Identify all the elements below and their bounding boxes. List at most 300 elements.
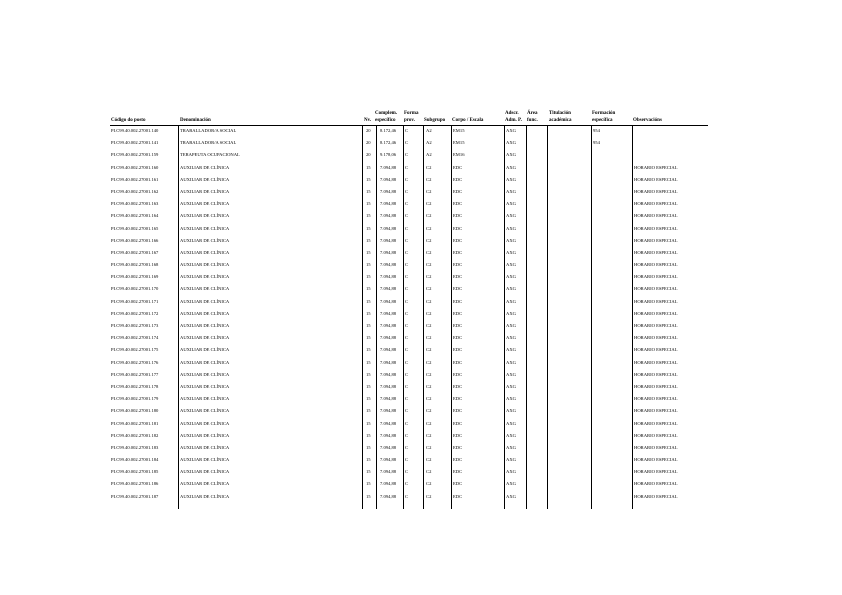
cell-subgrupo: C2 xyxy=(426,176,432,182)
cell-subgrupo: C2 xyxy=(426,408,432,414)
table-row xyxy=(0,320,842,332)
cell-denominacion: AUXILIAR DE CLÍNICA xyxy=(180,188,230,194)
cell-denominacion: AUXILIAR DE CLÍNICA xyxy=(180,323,230,328)
table-row xyxy=(0,149,842,161)
cell-subgrupo: C2 xyxy=(426,249,432,255)
cell-nivel: 20 xyxy=(366,128,371,133)
cell-subgrupo: C2 xyxy=(426,323,432,328)
table-row xyxy=(0,332,842,344)
cell-observacions: HORARIO ESPECIAL xyxy=(634,201,678,207)
cell-subgrupo: C2 xyxy=(426,371,432,377)
cell-forma: C xyxy=(405,383,409,389)
cell-forma: C xyxy=(405,225,409,231)
cell-denominacion: AUXILIAR DE CLÍNICA xyxy=(180,310,230,316)
cell-complemento: 7.094,88 xyxy=(380,481,397,487)
cell-codigo: PI.C99.40.002.27001.171 xyxy=(111,298,159,304)
cell-denominacion: AUXILIAR DE CLÍNICA xyxy=(180,469,230,475)
table-row xyxy=(0,381,842,393)
cell-subgrupo: C2 xyxy=(426,383,432,389)
header-formacion-line1: Formación xyxy=(592,111,616,116)
cell-corpo: EDC xyxy=(453,481,463,487)
cell-corpo: EDC xyxy=(453,457,463,463)
header-complemento-line1: Complem. xyxy=(375,111,398,116)
cell-codigo: PI.C99.40.002.27001.179 xyxy=(111,396,159,402)
header-codigo: Código do posto xyxy=(111,118,146,123)
cell-observacions: HORARIO ESPECIAL xyxy=(634,188,678,194)
cell-adscripcion: AXG xyxy=(506,176,516,182)
cell-adscripcion: AXG xyxy=(506,371,516,377)
cell-subgrupo: C2 xyxy=(426,335,432,341)
cell-observacions: HORARIO ESPECIAL xyxy=(634,298,678,304)
cell-subgrupo: A2 xyxy=(426,128,432,133)
cell-corpo: EDC xyxy=(453,176,463,182)
cell-adscripcion: AXG xyxy=(506,225,516,231)
cell-codigo: PI.C99.40.002.27001.160 xyxy=(111,164,159,170)
cell-complemento: 7.094,88 xyxy=(380,444,397,450)
cell-observacions: HORARIO ESPECIAL xyxy=(634,286,678,292)
cell-adscripcion: AXG xyxy=(506,249,516,255)
cell-nivel: 15 xyxy=(366,408,371,414)
cell-forma: C xyxy=(405,396,409,402)
cell-denominacion: AUXILIAR DE CLÍNICA xyxy=(180,432,230,438)
cell-subgrupo: C2 xyxy=(426,286,432,292)
cell-adscripcion: AXG xyxy=(506,457,516,463)
cell-forma: C xyxy=(405,298,409,304)
cell-forma: C xyxy=(405,457,409,463)
cell-corpo: EDC xyxy=(453,286,463,292)
cell-subgrupo: C2 xyxy=(426,274,432,280)
cell-corpo: EDC xyxy=(453,298,463,304)
table-row xyxy=(0,198,842,210)
cell-codigo: PI.C99.40.002.27001.177 xyxy=(111,371,159,377)
cell-observacions: HORARIO ESPECIAL xyxy=(634,274,678,280)
cell-complemento: 7.094,88 xyxy=(380,298,397,304)
cell-corpo: EDC xyxy=(453,396,463,402)
table-row xyxy=(0,283,842,295)
cell-forma: C xyxy=(405,213,409,219)
cell-codigo: PI.C99.40.002.27001.175 xyxy=(111,347,159,353)
cell-denominacion: AUXILIAR DE CLÍNICA xyxy=(180,396,230,402)
cell-denominacion: TRABALLADOR/A SOCIAL xyxy=(180,128,237,133)
table-row xyxy=(0,369,842,381)
table-row xyxy=(0,393,842,405)
table-row xyxy=(0,308,842,320)
cell-complemento: 8.172,46 xyxy=(380,128,397,133)
cell-subgrupo: C2 xyxy=(426,188,432,194)
header-observacions: Observacións xyxy=(633,118,662,123)
cell-subgrupo: C2 xyxy=(426,469,432,475)
table-row xyxy=(0,137,842,149)
cell-adscripcion: AXG xyxy=(506,286,516,292)
cell-denominacion: AUXILIAR DE CLÍNICA xyxy=(180,213,230,219)
cell-corpo: EDC xyxy=(453,188,463,194)
cell-codigo: PI.C99.40.002.27001.178 xyxy=(111,383,159,389)
table-row xyxy=(0,357,842,369)
cell-corpo: EDC xyxy=(453,249,463,255)
table-row xyxy=(0,271,842,283)
cell-corpo: EDC xyxy=(453,444,463,450)
cell-complemento: 7.094,88 xyxy=(380,396,397,402)
cell-complemento: 8.172,46 xyxy=(380,140,397,146)
cell-forma: C xyxy=(405,347,409,353)
cell-forma: C xyxy=(405,152,409,158)
cell-denominacion: AUXILIAR DE CLÍNICA xyxy=(180,359,230,365)
cell-adscripcion: AXG xyxy=(506,274,516,280)
cell-nivel: 15 xyxy=(366,286,371,292)
cell-codigo: PI.C99.40.002.27001.180 xyxy=(111,408,159,414)
cell-nivel: 15 xyxy=(366,201,371,207)
cell-nivel: 15 xyxy=(366,457,371,463)
cell-corpo: EDC xyxy=(453,310,463,316)
cell-denominacion: AUXILIAR DE CLÍNICA xyxy=(180,274,230,280)
cell-forma: C xyxy=(405,176,409,182)
cell-formacion: 954 xyxy=(593,128,600,133)
table-row xyxy=(0,442,842,454)
header-nivel: Nv. xyxy=(364,118,372,123)
cell-subgrupo: C2 xyxy=(426,237,432,243)
cell-complemento: 7.094,88 xyxy=(380,323,397,328)
cell-subgrupo: C2 xyxy=(426,444,432,450)
cell-complemento: 7.094,88 xyxy=(380,237,397,243)
table-row xyxy=(0,125,842,137)
cell-denominacion: AUXILIAR DE CLÍNICA xyxy=(180,335,230,341)
cell-adscripcion: AXG xyxy=(506,262,516,268)
cell-codigo: PI.C99.40.002.27001.168 xyxy=(111,262,159,268)
header-adscripcion-line2: Adm. P. xyxy=(505,118,522,123)
cell-adscripcion: AXG xyxy=(506,359,516,365)
cell-corpo: EDC xyxy=(453,420,463,426)
cell-adscripcion: AXG xyxy=(506,432,516,438)
cell-denominacion: AUXILIAR DE CLÍNICA xyxy=(180,481,230,487)
cell-codigo: PI.C99.40.002.27001.170 xyxy=(111,286,159,292)
cell-subgrupo: C2 xyxy=(426,164,432,170)
cell-codigo: PI.C99.40.002.27001.140 xyxy=(111,128,159,133)
cell-nivel: 15 xyxy=(366,274,371,280)
cell-subgrupo: C2 xyxy=(426,457,432,463)
cell-complemento: 7.094,88 xyxy=(380,213,397,219)
cell-subgrupo: C2 xyxy=(426,420,432,426)
cell-observacions: HORARIO ESPECIAL xyxy=(634,444,678,450)
cell-nivel: 15 xyxy=(366,262,371,268)
cell-forma: C xyxy=(405,164,409,170)
header-forma-line1: Forma xyxy=(404,111,419,116)
cell-forma: C xyxy=(405,335,409,341)
cell-subgrupo: C2 xyxy=(426,298,432,304)
cell-subgrupo: C2 xyxy=(426,310,432,316)
cell-complemento: 7.094,88 xyxy=(380,335,397,341)
cell-denominacion: TERAPEUTA OCUPACIONAL xyxy=(180,152,240,158)
table-row xyxy=(0,454,842,466)
cell-codigo: PI.C99.40.002.27001.184 xyxy=(111,457,159,463)
cell-nivel: 15 xyxy=(366,383,371,389)
cell-adscripcion: AXG xyxy=(506,444,516,450)
header-area-line2: func. xyxy=(527,118,538,123)
cell-codigo: PI.C99.40.002.27001.169 xyxy=(111,274,159,280)
cell-denominacion: AUXILIAR DE CLÍNICA xyxy=(180,457,230,463)
cell-corpo: EM15 xyxy=(453,140,465,146)
cell-corpo: EDC xyxy=(453,493,463,499)
cell-codigo: PI.C99.40.002.27001.174 xyxy=(111,335,159,341)
cell-denominacion: AUXILIAR DE CLÍNICA xyxy=(180,262,230,268)
cell-denominacion: AUXILIAR DE CLÍNICA xyxy=(180,225,230,231)
cell-corpo: EM15 xyxy=(453,128,465,133)
cell-forma: C xyxy=(405,469,409,475)
cell-forma: C xyxy=(405,481,409,487)
cell-forma: C xyxy=(405,444,409,450)
cell-subgrupo: C2 xyxy=(426,359,432,365)
cell-nivel: 15 xyxy=(366,310,371,316)
cell-adscripcion: AXG xyxy=(506,335,516,341)
cell-corpo: EDC xyxy=(453,201,463,207)
cell-adscripcion: AXG xyxy=(506,237,516,243)
cell-denominacion: AUXILIAR DE CLÍNICA xyxy=(180,383,230,389)
cell-forma: C xyxy=(405,140,409,146)
cell-subgrupo: C2 xyxy=(426,225,432,231)
cell-forma: C xyxy=(405,262,409,268)
cell-adscripcion: AXG xyxy=(506,481,516,487)
cell-observacions: HORARIO ESPECIAL xyxy=(634,396,678,402)
cell-adscripcion: AXG xyxy=(506,128,516,133)
cell-nivel: 15 xyxy=(366,481,371,487)
cell-nivel: 15 xyxy=(366,359,371,365)
cell-observacions: HORARIO ESPECIAL xyxy=(634,371,678,377)
cell-nivel: 15 xyxy=(366,347,371,353)
header-formacion-line2: específica xyxy=(592,118,613,123)
cell-complemento: 7.094,88 xyxy=(380,274,397,280)
cell-observacions: HORARIO ESPECIAL xyxy=(634,213,678,219)
cell-codigo: PI.C99.40.002.27001.187 xyxy=(111,493,159,499)
cell-corpo: EDC xyxy=(453,432,463,438)
cell-complemento: 7.094,88 xyxy=(380,249,397,255)
cell-nivel: 15 xyxy=(366,176,371,182)
cell-complemento: 7.094,88 xyxy=(380,383,397,389)
cell-adscripcion: AXG xyxy=(506,213,516,219)
cell-forma: C xyxy=(405,128,409,133)
cell-forma: C xyxy=(405,408,409,414)
cell-corpo: EDC xyxy=(453,347,463,353)
cell-subgrupo: C2 xyxy=(426,213,432,219)
cell-nivel: 15 xyxy=(366,493,371,499)
cell-complemento: 7.094,88 xyxy=(380,371,397,377)
cell-denominacion: TRABALLADOR/A SOCIAL xyxy=(180,140,237,146)
cell-observacions: HORARIO ESPECIAL xyxy=(634,469,678,475)
cell-denominacion: AUXILIAR DE CLÍNICA xyxy=(180,249,230,255)
cell-corpo: EDC xyxy=(453,274,463,280)
header-denominacion: Denominación xyxy=(180,118,211,123)
cell-adscripcion: AXG xyxy=(506,310,516,316)
table-row xyxy=(0,186,842,198)
cell-corpo: EDC xyxy=(453,213,463,219)
cell-observacions: HORARIO ESPECIAL xyxy=(634,164,678,170)
cell-denominacion: AUXILIAR DE CLÍNICA xyxy=(180,237,230,243)
cell-nivel: 15 xyxy=(366,469,371,475)
cell-nivel: 15 xyxy=(366,237,371,243)
cell-codigo: PI.C99.40.002.27001.163 xyxy=(111,201,159,207)
cell-adscripcion: AXG xyxy=(506,298,516,304)
cell-denominacion: AUXILIAR DE CLÍNICA xyxy=(180,201,230,207)
cell-observacions: HORARIO ESPECIAL xyxy=(634,176,678,182)
cell-adscripcion: AXG xyxy=(506,140,516,146)
cell-adscripcion: AXG xyxy=(506,152,516,158)
cell-observacions: HORARIO ESPECIAL xyxy=(634,347,678,353)
cell-complemento: 7.094,88 xyxy=(380,408,397,414)
cell-codigo: PI.C99.40.002.27001.141 xyxy=(111,140,159,146)
cell-nivel: 15 xyxy=(366,371,371,377)
cell-complemento: 7.094,88 xyxy=(380,420,397,426)
cell-complemento: 7.094,88 xyxy=(380,262,397,268)
cell-subgrupo: C2 xyxy=(426,493,432,499)
cell-corpo: EDC xyxy=(453,335,463,341)
cell-codigo: PI.C99.40.002.27001.164 xyxy=(111,213,159,219)
cell-observacions: HORARIO ESPECIAL xyxy=(634,481,678,487)
header-complemento-line2: específico xyxy=(375,118,396,123)
cell-codigo: PI.C99.40.002.27001.165 xyxy=(111,225,159,231)
cell-nivel: 15 xyxy=(366,444,371,450)
cell-observacions: HORARIO ESPECIAL xyxy=(634,383,678,389)
cell-subgrupo: C2 xyxy=(426,396,432,402)
cell-formacion: 954 xyxy=(593,140,600,146)
cell-forma: C xyxy=(405,237,409,243)
cell-nivel: 15 xyxy=(366,432,371,438)
cell-nivel: 15 xyxy=(366,225,371,231)
cell-denominacion: AUXILIAR DE CLÍNICA xyxy=(180,371,230,377)
cell-denominacion: AUXILIAR DE CLÍNICA xyxy=(180,408,230,414)
cell-forma: C xyxy=(405,310,409,316)
cell-corpo: EDC xyxy=(453,371,463,377)
table-row xyxy=(0,466,842,478)
cell-denominacion: AUXILIAR DE CLÍNICA xyxy=(180,164,230,170)
table-row xyxy=(0,478,842,490)
cell-adscripcion: AXG xyxy=(506,469,516,475)
table-row xyxy=(0,344,842,356)
cell-adscripcion: AXG xyxy=(506,347,516,353)
table-row xyxy=(0,247,842,259)
cell-observacions: HORARIO ESPECIAL xyxy=(634,457,678,463)
cell-forma: C xyxy=(405,359,409,365)
header-area-line1: Área xyxy=(527,111,538,116)
cell-nivel: 15 xyxy=(366,323,371,328)
cell-forma: C xyxy=(405,249,409,255)
table-row xyxy=(0,235,842,247)
cell-adscripcion: AXG xyxy=(506,493,516,499)
cell-adscripcion: AXG xyxy=(506,420,516,426)
cell-complemento: 7.094,88 xyxy=(380,347,397,353)
cell-observacions: HORARIO ESPECIAL xyxy=(634,493,678,499)
cell-forma: C xyxy=(405,188,409,194)
cell-codigo: PI.C99.40.002.27001.182 xyxy=(111,432,159,438)
cell-denominacion: AUXILIAR DE CLÍNICA xyxy=(180,347,230,353)
cell-nivel: 15 xyxy=(366,249,371,255)
cell-adscripcion: AXG xyxy=(506,201,516,207)
cell-forma: C xyxy=(405,201,409,207)
cell-complemento: 7.094,88 xyxy=(380,188,397,194)
cell-nivel: 15 xyxy=(366,213,371,219)
table-row xyxy=(0,430,842,442)
cell-forma: C xyxy=(405,493,409,499)
cell-subgrupo: C2 xyxy=(426,201,432,207)
cell-observacions: HORARIO ESPECIAL xyxy=(634,237,678,243)
cell-complemento: 7.094,88 xyxy=(380,286,397,292)
cell-codigo: PI.C99.40.002.27001.161 xyxy=(111,176,159,182)
cell-corpo: EDC xyxy=(453,408,463,414)
table-row xyxy=(0,210,842,222)
cell-observacions: HORARIO ESPECIAL xyxy=(634,420,678,426)
cell-observacions: HORARIO ESPECIAL xyxy=(634,335,678,341)
header-titulacion-line1: Titulación xyxy=(549,111,571,116)
cell-denominacion: AUXILIAR DE CLÍNICA xyxy=(180,298,230,304)
cell-complemento: 7.094,88 xyxy=(380,164,397,170)
cell-forma: C xyxy=(405,420,409,426)
cell-codigo: PI.C99.40.002.27001.166 xyxy=(111,237,159,243)
cell-adscripcion: AXG xyxy=(506,323,516,328)
cell-corpo: EM16 xyxy=(453,152,465,158)
table-row xyxy=(0,223,842,235)
header-adscripcion-line1: Adscr. xyxy=(505,111,519,116)
cell-subgrupo: C2 xyxy=(426,481,432,487)
cell-corpo: EDC xyxy=(453,164,463,170)
table-row xyxy=(0,259,842,271)
cell-observacions: HORARIO ESPECIAL xyxy=(634,323,678,328)
cell-subgrupo: C2 xyxy=(426,262,432,268)
cell-corpo: EDC xyxy=(453,469,463,475)
cell-codigo: PI.C99.40.002.27001.181 xyxy=(111,420,159,426)
table-row xyxy=(0,174,842,186)
cell-nivel: 15 xyxy=(366,298,371,304)
table-row xyxy=(0,405,842,417)
header-titulacion-line2: académica xyxy=(549,118,572,123)
cell-complemento: 7.094,88 xyxy=(380,457,397,463)
cell-observacions: HORARIO ESPECIAL xyxy=(634,249,678,255)
cell-corpo: EDC xyxy=(453,359,463,365)
cell-complemento: 7.094,88 xyxy=(380,469,397,475)
cell-adscripcion: AXG xyxy=(506,408,516,414)
cell-codigo: PI.C99.40.002.27001.162 xyxy=(111,188,159,194)
cell-subgrupo: C2 xyxy=(426,432,432,438)
table-row xyxy=(0,296,842,308)
cell-observacions: HORARIO ESPECIAL xyxy=(634,432,678,438)
cell-codigo: PI.C99.40.002.27001.186 xyxy=(111,481,159,487)
cell-codigo: PI.C99.40.002.27001.183 xyxy=(111,444,159,450)
cell-complemento: 7.094,88 xyxy=(380,201,397,207)
cell-observacions: HORARIO ESPECIAL xyxy=(634,262,678,268)
cell-corpo: EDC xyxy=(453,383,463,389)
header-subgrupo: Subgrupo xyxy=(424,118,446,123)
cell-nivel: 15 xyxy=(366,396,371,402)
table-row xyxy=(0,162,842,174)
cell-corpo: EDC xyxy=(453,237,463,243)
cell-codigo: PI.C99.40.002.27001.173 xyxy=(111,323,159,328)
cell-complemento: 9.178,06 xyxy=(380,152,397,158)
cell-nivel: 15 xyxy=(366,164,371,170)
cell-adscripcion: AXG xyxy=(506,164,516,170)
cell-adscripcion: AXG xyxy=(506,396,516,402)
cell-corpo: EDC xyxy=(453,262,463,268)
cell-denominacion: AUXILIAR DE CLÍNICA xyxy=(180,286,230,292)
cell-forma: C xyxy=(405,323,409,328)
cell-codigo: PI.C99.40.002.27001.159 xyxy=(111,152,159,158)
cell-denominacion: AUXILIAR DE CLÍNICA xyxy=(180,420,230,426)
cell-observacions: HORARIO ESPECIAL xyxy=(634,310,678,316)
cell-denominacion: AUXILIAR DE CLÍNICA xyxy=(180,444,230,450)
cell-subgrupo: C2 xyxy=(426,347,432,353)
table-row xyxy=(0,418,842,430)
cell-forma: C xyxy=(405,432,409,438)
cell-nivel: 20 xyxy=(366,140,371,146)
cell-codigo: PI.C99.40.002.27001.176 xyxy=(111,359,159,365)
cell-nivel: 15 xyxy=(366,420,371,426)
cell-forma: C xyxy=(405,274,409,280)
cell-denominacion: AUXILIAR DE CLÍNICA xyxy=(180,176,230,182)
